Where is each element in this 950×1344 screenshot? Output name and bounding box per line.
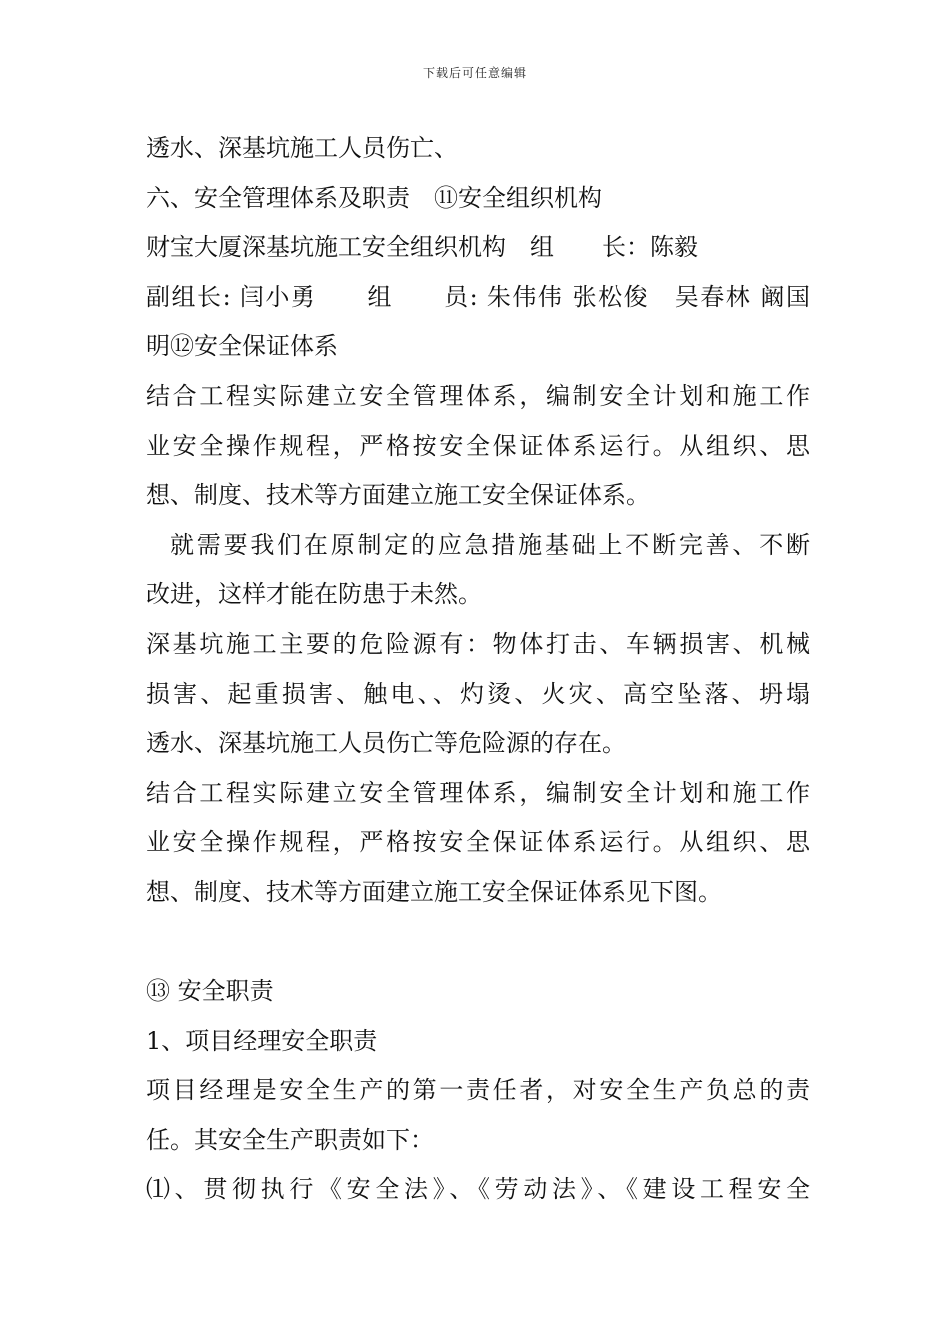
text-line: 业安全操作规程，严格按安全保证体系运行。从组织、思 <box>146 431 810 460</box>
text-line: 透水、深基坑施工人员伤亡等危险源的存在。 <box>146 729 626 758</box>
document-body <box>146 124 810 1215</box>
text-line: 结合工程实际建立安全管理体系，编制安全计划和施工作 <box>146 778 810 807</box>
text-line: 想、制度、技术等方面建立施工安全保证体系见下图。 <box>146 877 722 906</box>
text-line: 业安全操作规程，严格按安全保证体系运行。从组织、思 <box>146 828 810 857</box>
text-line: ⑴、贯彻执行《安全法》、《劳动法》、《建设工程安全 <box>146 1175 810 1204</box>
blank-line <box>146 918 810 968</box>
text-line: 副组长: 闫小勇 组 员: 朱伟伟 张松俊 吴春林 阚国 <box>146 282 810 311</box>
text-line: 财宝大厦深基坑施工安全组织机构 组 长：陈毅 <box>146 233 698 262</box>
text-line: 任。其安全生产职责如下： <box>146 1125 434 1154</box>
section-heading-safety-duties: ⑬ 安全职责 <box>146 977 274 1006</box>
page-header: 下载后可任意编辑 <box>422 66 527 80</box>
text-line: 就需要我们在原制定的应急措施基础上不断完善、不断 <box>170 530 810 559</box>
text-line: 改进，这样才能在防患于未然。 <box>146 580 482 609</box>
subheading-project-manager: 1、项目经理安全职责 <box>146 1026 378 1055</box>
text-line: 明⑫安全保证体系 <box>146 332 338 361</box>
text-line: 透水、深基坑施工人员伤亡、 <box>146 134 458 162</box>
text-line: 结合工程实际建立安全管理体系，编制安全计划和施工作 <box>146 381 810 410</box>
text-line: 深基坑施工主要的危险源有：物体打击、车辆损害、机械 <box>146 629 810 658</box>
text-line: 想、制度、技术等方面建立施工安全保证体系。 <box>146 481 650 510</box>
text-line: 项目经理是安全生产的第一责任者，对安全生产负总的责 <box>146 1076 810 1105</box>
section-heading-safety-system: 六、安全管理体系及职责 ⑪安全组织机构 <box>146 183 602 212</box>
text-line: 损害、起重损害、触电、、灼烫、火灾、高空坠落、坍塌 <box>146 679 810 708</box>
